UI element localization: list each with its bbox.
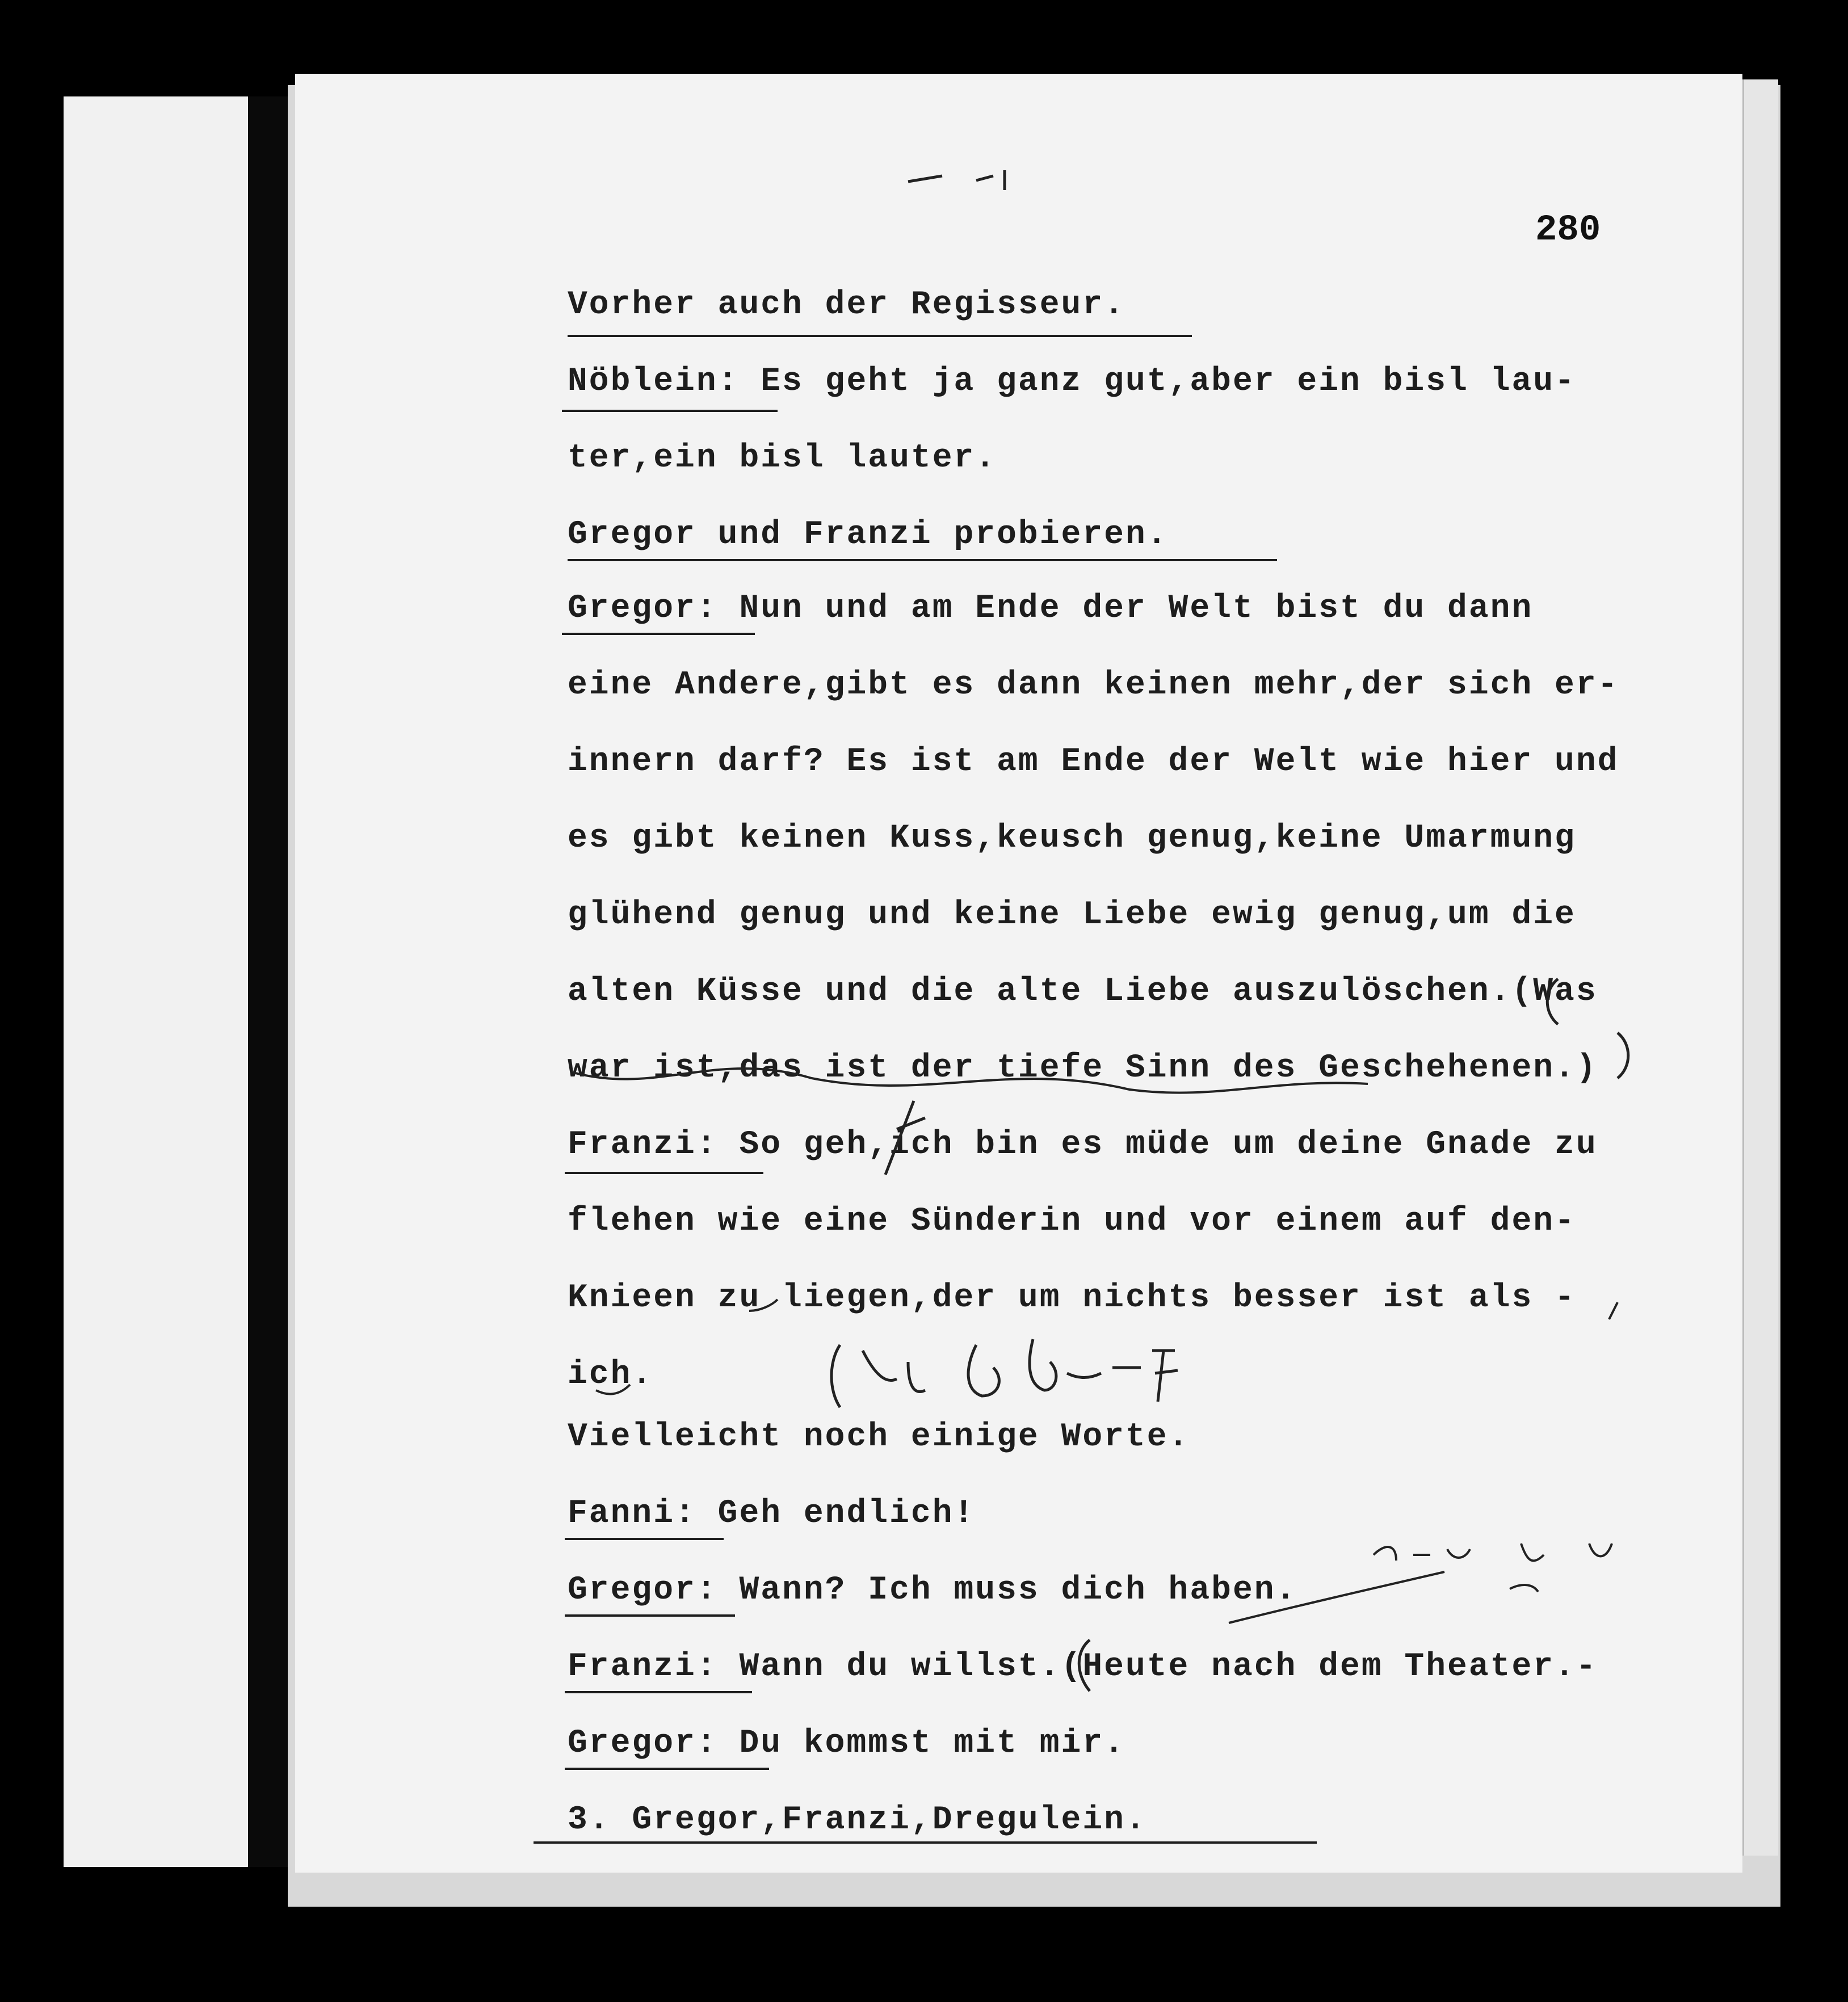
page-number: 280	[1535, 210, 1601, 251]
dialogue-line: Gregor: Wann? Ich muss dich haben.	[568, 1572, 1297, 1609]
dialogue-line: es gibt keinen Kuss,keusch genug,keine Umarmung	[568, 820, 1576, 857]
stage-direction: Vorher auch der Regisseur.	[568, 287, 1125, 323]
dialogue-line: Vielleicht noch einige Worte.	[568, 1419, 1190, 1456]
stage-direction: Gregor und Franzi probieren.	[568, 516, 1169, 553]
dialogue-line: innern darf? Es ist am Ende der Welt wie hier und	[568, 743, 1619, 780]
dialogue-line: Nöblein: Es geht ja ganz gut,aber ein bisl lau-	[568, 363, 1576, 400]
dialogue-line: Franzi: So geh,ich bin es müde um deine Gnade zu	[568, 1126, 1598, 1163]
dialogue-line: alten Küsse und die alte Liebe auszulöschen.(Was	[568, 973, 1598, 1010]
dialogue-line: Franzi: Wann du willst.(Heute nach dem Theater.-	[568, 1648, 1598, 1685]
scene-heading: 3. Gregor,Franzi,Dregulein.	[568, 1802, 1147, 1839]
dialogue-line: ich.	[568, 1356, 654, 1393]
dialogue-line: Gregor: Nun und am Ende der Welt bist du dann	[568, 590, 1534, 627]
dialogue-line: Gregor: Du kommst mit mir.	[568, 1725, 1125, 1762]
struck-line: war ist,das ist der tiefe Sinn des Geschehenen.)	[568, 1050, 1598, 1087]
dialogue-line: Knieen zu liegen,der um nichts besser ist als -	[568, 1280, 1576, 1317]
dialogue-line: eine Andere,gibt es dann keinen mehr,der sich er-	[568, 667, 1619, 704]
dialogue-line: Fanni: Geh endlich!	[568, 1495, 976, 1532]
dialogue-line: ter,ein bisl lauter.	[568, 440, 997, 477]
dialogue-line: glühend genug und keine Liebe ewig genug,um die	[568, 897, 1576, 933]
dialogue-line: flehen wie eine Sünderin und vor einem auf den-	[568, 1203, 1576, 1240]
